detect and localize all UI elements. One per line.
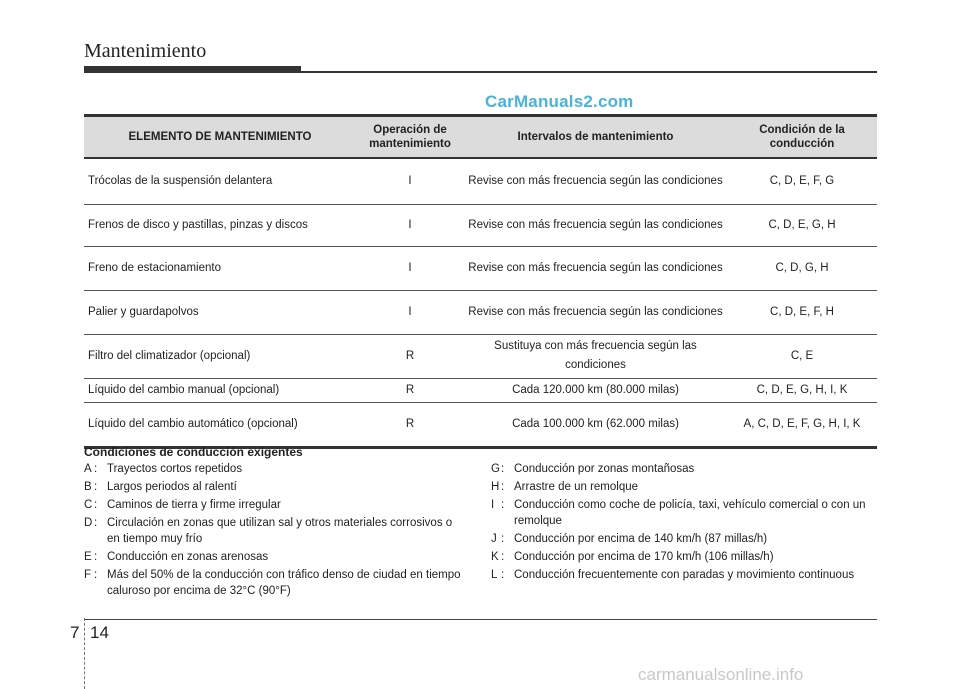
page-number: 14	[90, 623, 109, 642]
condition-text: Circulación en zonas que utilizan sal y otros materiales corrosivos o en tiempo muy frío	[107, 517, 453, 545]
condition-separator: :	[94, 569, 98, 581]
cell-interval: Revise con más frecuencia según las condiciones	[464, 246, 727, 290]
cell-operation: R	[356, 334, 464, 378]
condition-item	[491, 567, 881, 583]
cell-conditions: C, D, E, F, G	[727, 158, 877, 204]
cell-element: Trócolas de la suspensión delantera	[84, 158, 356, 204]
condition-item	[491, 531, 881, 547]
condition-code: I	[491, 499, 495, 511]
condition-separator: :	[501, 499, 505, 511]
cell-interval: Revise con más frecuencia según las condiciones	[464, 290, 727, 334]
table-header-row	[84, 116, 877, 159]
condition-text: Más del 50% de la conducción con tráfico denso de ciudad en tiempo caluroso por encima de 32°C (90°F)	[107, 569, 461, 597]
condition-separator: :	[501, 533, 505, 545]
cell-conditions: C, D, E, F, H	[727, 290, 877, 334]
condition-code: E	[84, 551, 92, 563]
table-row	[84, 378, 877, 402]
condition-code: J	[491, 533, 497, 545]
cell-interval: Revise con más frecuencia según las condiciones	[464, 204, 727, 246]
watermark-site[interactable]: carmanualsonline.info	[638, 665, 804, 684]
watermark-logo[interactable]: CarManuals2.com	[485, 92, 634, 111]
condition-separator: :	[501, 463, 505, 475]
table-row	[84, 402, 877, 447]
condition-item	[491, 497, 881, 529]
condition-text: Arrastre de un remolque	[514, 481, 639, 493]
condition-item	[84, 567, 464, 599]
condition-item	[84, 549, 464, 565]
cell-element: Filtro del climatizador (opcional)	[84, 334, 356, 378]
cell-operation: I	[356, 246, 464, 290]
condition-text: Conducción por zonas montañosas	[514, 463, 695, 475]
cell-element: Freno de estacionamiento	[84, 246, 356, 290]
column-header-operation: Operación de mantenimiento	[356, 116, 464, 159]
condition-code: G	[491, 463, 500, 475]
condition-text: Largos periodos al ralentí	[107, 481, 237, 493]
cell-conditions: C, D, G, H	[727, 246, 877, 290]
cell-element: Líquido del cambio automático (opcional)	[84, 402, 356, 447]
condition-separator: :	[94, 481, 98, 493]
condition-code: H	[491, 481, 500, 493]
conditions-list-right	[491, 461, 881, 585]
condition-text: Conducción por encima de 170 km/h (106 millas/h)	[514, 551, 774, 563]
cell-operation: I	[356, 204, 464, 246]
condition-separator: :	[94, 499, 98, 511]
condition-separator: :	[94, 517, 98, 529]
condition-code: F	[84, 569, 92, 581]
section-number: 7	[70, 623, 80, 642]
condition-item	[84, 515, 464, 547]
condition-code: D	[84, 517, 93, 529]
table-row	[84, 246, 877, 290]
condition-text: Conducción por encima de 140 km/h (87 millas/h)	[514, 533, 768, 545]
condition-code: B	[84, 481, 92, 493]
condition-separator: :	[94, 551, 98, 563]
table-row	[84, 334, 877, 378]
cell-operation: R	[356, 378, 464, 402]
condition-separator: :	[501, 569, 505, 581]
column-header-element: ELEMENTO DE MANTENIMIENTO	[84, 116, 356, 159]
cell-interval: Cada 120.000 km (80.000 milas)	[464, 378, 727, 402]
condition-text: Conducción en zonas arenosas	[107, 551, 269, 563]
column-header-condition: Condición de la conducción	[727, 116, 877, 159]
condition-code: A	[84, 463, 92, 475]
cell-element: Líquido del cambio manual (opcional)	[84, 378, 356, 402]
condition-text: Conducción como coche de policía, taxi, vehículo comercial o con un remolque	[514, 499, 866, 527]
conditions-list-left	[84, 461, 464, 601]
cell-conditions: C, D, E, G, H	[727, 204, 877, 246]
table-row	[84, 204, 877, 246]
cell-element: Frenos de disco y pastillas, pinzas y discos	[84, 204, 356, 246]
maintenance-table	[84, 114, 877, 449]
cell-conditions: C, D, E, G, H, I, K	[727, 378, 877, 402]
condition-code: L	[491, 569, 498, 581]
page-header-title: Mantenimiento	[84, 40, 207, 62]
cell-operation: I	[356, 158, 464, 204]
condition-text: Conducción frecuentemente con paradas y movimiento continuous	[514, 569, 855, 581]
condition-item	[491, 549, 881, 565]
cell-conditions: C, E	[727, 334, 877, 378]
cell-operation: I	[356, 290, 464, 334]
condition-separator: :	[501, 481, 505, 493]
condition-item	[491, 461, 881, 477]
condition-separator: :	[94, 463, 98, 475]
condition-item	[491, 479, 881, 495]
cell-interval: Sustituya con más frecuencia según las condiciones	[464, 334, 727, 378]
table-row	[84, 158, 877, 204]
cell-conditions: A, C, D, E, F, G, H, I, K	[727, 402, 877, 447]
footer-divider	[84, 618, 86, 689]
cell-operation: R	[356, 402, 464, 447]
cell-element: Palier y guardapolvos	[84, 290, 356, 334]
conditions-title: Condiciones de conducción exigentes	[84, 445, 303, 459]
condition-separator: :	[501, 551, 505, 563]
condition-code: K	[491, 551, 499, 563]
table-row	[84, 290, 877, 334]
column-header-interval: Intervalos de mantenimiento	[464, 116, 727, 159]
condition-text: Trayectos cortos repetidos	[107, 463, 243, 475]
cell-interval: Revise con más frecuencia según las condiciones	[464, 158, 727, 204]
condition-text: Caminos de tierra y firme irregular	[107, 499, 281, 511]
condition-item	[84, 497, 464, 513]
header-rule	[84, 71, 877, 73]
cell-interval: Cada 100.000 km (62.000 milas)	[464, 402, 727, 447]
condition-code: C	[84, 499, 93, 511]
condition-item	[84, 461, 464, 477]
footer-rule	[84, 619, 877, 620]
condition-item	[84, 479, 464, 495]
